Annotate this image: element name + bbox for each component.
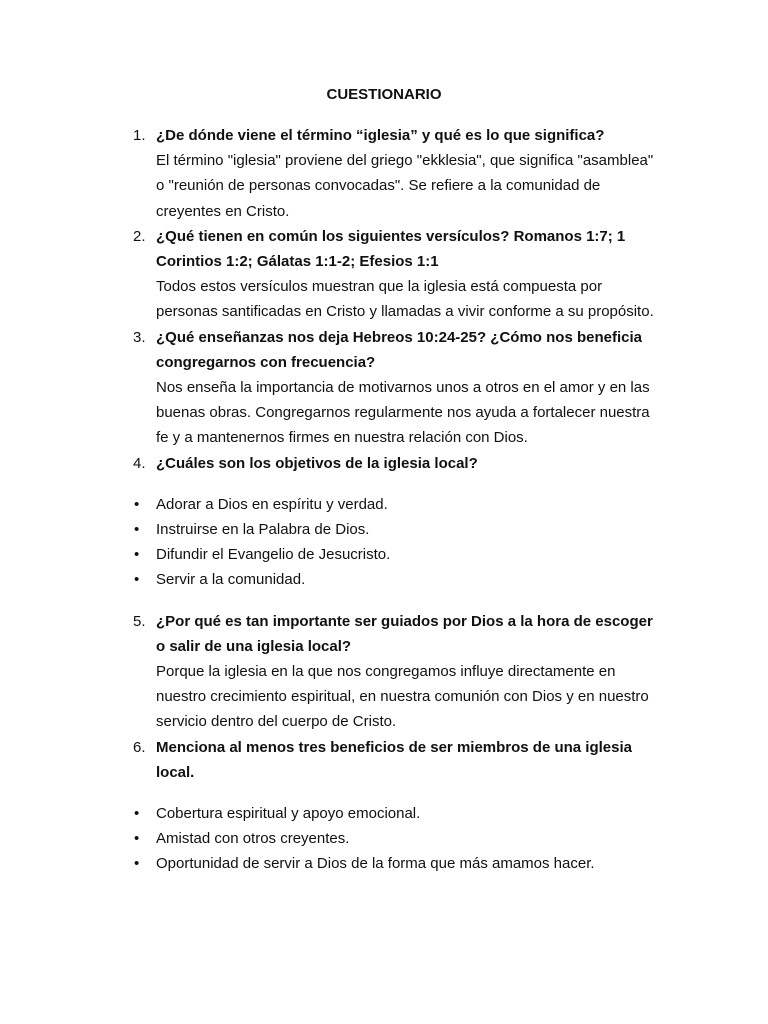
question-item-1 (0, 123, 656, 224)
bullet-icon: • (134, 805, 140, 823)
bullet-text: Amistad con otros creyentes. (156, 830, 350, 848)
bullet-list-objectives (0, 492, 768, 593)
bullet-text: Instruirse en la Palabra de Dios. (156, 521, 370, 539)
question-text: ¿Qué tienen en común los siguientes versículos? Romanos 1:7; 1 Corintios 1:2; Gálatas 1:1-2; Efesios 1:1 (156, 227, 626, 271)
answer-text: Nos enseña la importancia de motivarnos unos a otros en el amor y en las buenas obras. Congregarnos regularmente nos ayuda a fortalecer nuestra fe y a mantenernos firmes en nuestra relación con Dios. (156, 379, 650, 447)
bullet-list-benefits (0, 801, 768, 877)
bullet-icon: • (134, 495, 140, 513)
bullet-text: Oportunidad de servir a Dios de la forma que más amamos hacer. (156, 855, 595, 873)
question-item-4 (0, 451, 656, 476)
answer-text: Porque la iglesia en la que nos congregamos influye directamente en nuestro crecimiento espiritual, en nuestra comunión con Dios y en nuestro servicio dentro del cuerpo de Cristo. (156, 663, 649, 731)
question-text: ¿Qué enseñanzas nos deja Hebreos 10:24-25? ¿Cómo nos beneficia congregarnos con frecuencia? (156, 328, 642, 371)
bullet-text: Servir a la comunidad. (156, 571, 306, 589)
list-item (0, 517, 656, 542)
bullet-icon: • (134, 855, 140, 873)
question-item-3 (0, 325, 656, 451)
item-number: 5. (133, 612, 146, 630)
item-number: 6. (133, 738, 146, 756)
item-number: 4. (133, 454, 146, 472)
question-text: ¿Cuáles son los objetivos de la iglesia local? (156, 454, 478, 472)
question-text: Menciona al menos tres beneficios de ser miembros de una iglesia local. (156, 738, 632, 781)
question-item-5 (0, 609, 656, 735)
bullet-text: Difundir el Evangelio de Jesucristo. (156, 546, 391, 564)
answer-text: El término "iglesia" proviene del griego "ekklesia", que significa "asamblea" o "reunión de personas convocadas". Se refiere a la comunidad de creyentes en Cristo. (156, 152, 654, 220)
question-item-6 (0, 735, 656, 785)
list-item (0, 826, 656, 851)
bullet-text: Adorar a Dios en espíritu y verdad. (156, 495, 388, 513)
list-item (0, 851, 656, 876)
question-text: ¿De dónde viene el término “iglesia” y qué es lo que significa? (156, 127, 605, 144)
bullet-icon: • (134, 571, 140, 589)
bullet-icon: • (134, 830, 140, 848)
bullet-icon: • (134, 546, 140, 564)
bullet-icon: • (134, 521, 140, 539)
item-number: 1. (133, 127, 146, 144)
bullet-text: Cobertura espiritual y apoyo emocional. (156, 805, 421, 823)
list-item (0, 542, 656, 567)
list-item (0, 567, 656, 592)
answer-text: Todos estos versículos muestran que la iglesia está compuesta por personas santificadas en Cristo y llamadas a vivir conforme a su propósito. (156, 278, 654, 321)
question-text: ¿Por qué es tan importante ser guiados por Dios a la hora de escoger o salir de una iglesia local? (156, 612, 653, 655)
question-item-2 (0, 224, 656, 325)
item-number: 3. (133, 328, 146, 346)
item-number: 2. (133, 227, 146, 245)
list-item (0, 492, 656, 517)
page-title: CUESTIONARIO (326, 86, 442, 103)
list-item (0, 801, 656, 826)
questionnaire (0, 123, 768, 893)
